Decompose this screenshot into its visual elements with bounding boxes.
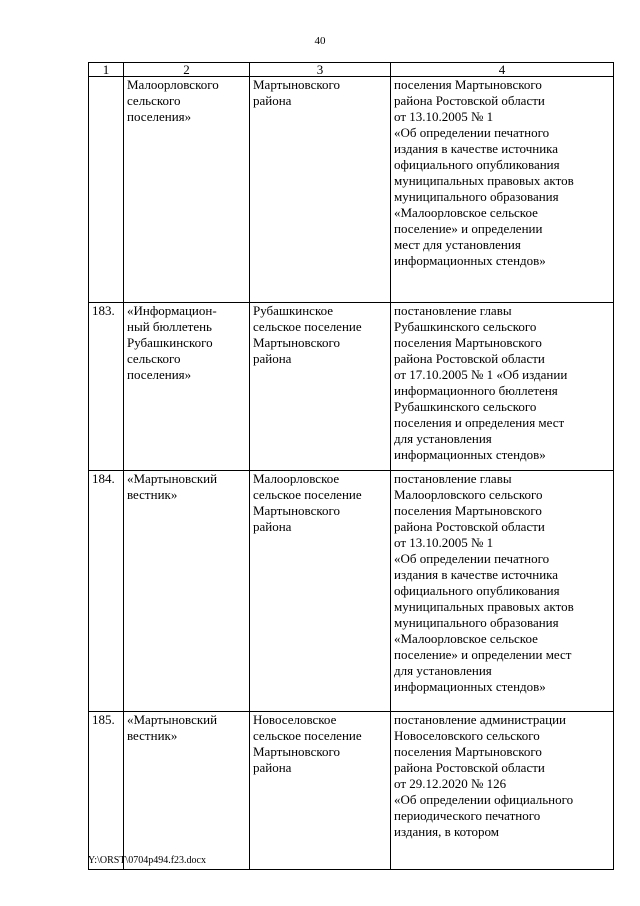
column-header-2: 2 [124, 63, 250, 77]
row-number [89, 77, 124, 303]
publication-name: «Мартыновский вестник» [124, 471, 250, 712]
footer-file-path: Y:\ORST\0704p494.f23.docx [88, 855, 206, 866]
publication-name: «Информацион- ный бюллетень Рубашкинского сельского поселения» [124, 303, 250, 471]
column-header-1: 1 [89, 63, 124, 77]
registry-table [88, 62, 614, 870]
row-number: 183. [89, 303, 124, 471]
legal-act: постановление администрации Новоселовского сельского поселения Мартыновского района Ростовской области от 29.12.2020 № 126 «Об определении официального периодического печатного издания, в котором [391, 712, 614, 870]
publication-name: Малоорловского сельского поселения» [124, 77, 250, 303]
page-number: 40 [314, 35, 326, 47]
legal-act: поселения Мартыновского района Ростовской области от 13.10.2005 № 1 «Об определении печатного издания в качестве источника официального опубликования муниципальных правовых актов муниципального образования «Малоорловское сельское поселение» и определении мест для установления информационных стендов» [391, 77, 614, 303]
municipality: Мартыновского района [250, 77, 391, 303]
table-row [89, 471, 614, 712]
table-row [89, 712, 614, 870]
publication-name: «Мартыновский вестник» [124, 712, 250, 870]
table-row [89, 303, 614, 471]
table-row [89, 77, 614, 303]
table-header-row [89, 63, 614, 77]
legal-act: постановление главы Рубашкинского сельского поселения Мартыновского района Ростовской области от 17.10.2005 № 1 «Об издании информационного бюллетеня Рубашкинского сельского поселения и определения мест для установления информационных стендов» [391, 303, 614, 471]
legal-act: постановление главы Малоорловского сельского поселения Мартыновского района Ростовской области от 13.10.2005 № 1 «Об определении печатного издания в качестве источника официального опубликования муниципальных правовых актов муниципального образования «Малоорловское сельское поселение» и определении мест для установления информационных стендов» [391, 471, 614, 712]
row-number: 185. [89, 712, 124, 870]
column-header-4: 4 [391, 63, 614, 77]
municipality: Рубашкинское сельское поселение Мартыновского района [250, 303, 391, 471]
row-number: 184. [89, 471, 124, 712]
municipality: Новоселовское сельское поселение Мартыновского района [250, 712, 391, 870]
municipality: Малоорловское сельское поселение Мартыновского района [250, 471, 391, 712]
column-header-3: 3 [250, 63, 391, 77]
